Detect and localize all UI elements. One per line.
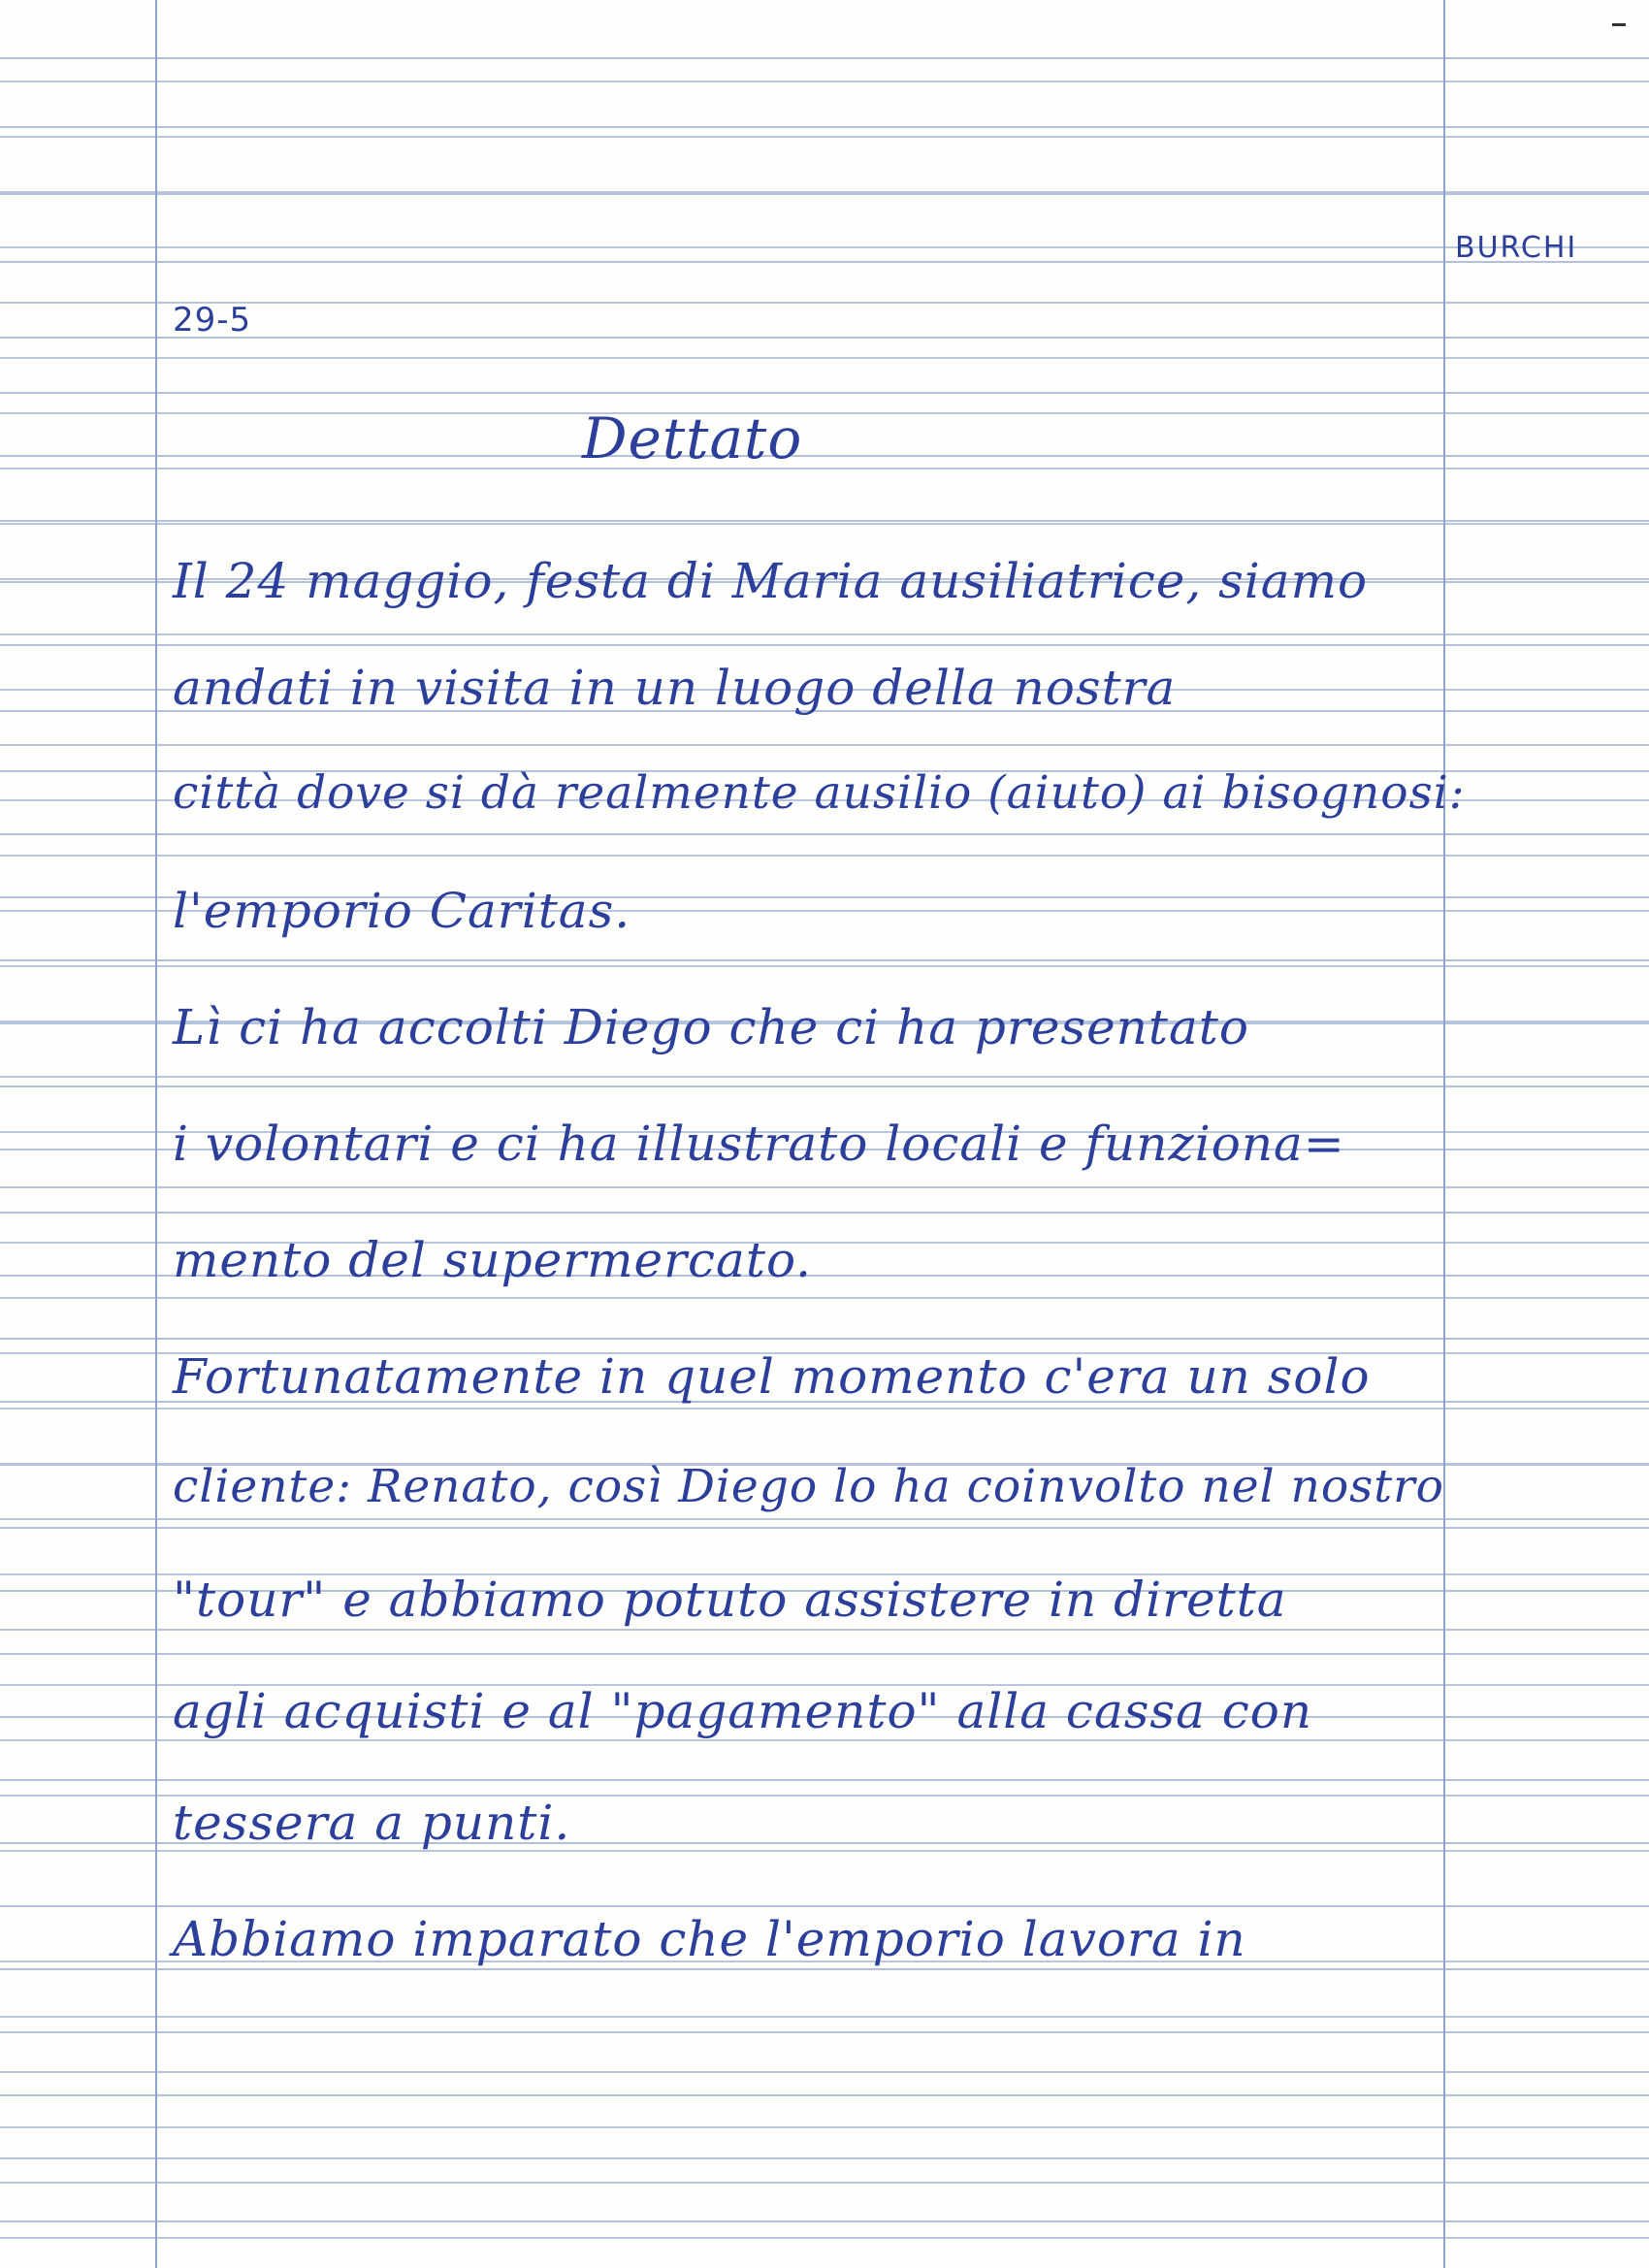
text-line: andati in visita in un luogo della nostra — [173, 660, 1177, 716]
text-line: i volontari e ci ha illustrato locali e funziona= — [173, 1116, 1345, 1172]
date: 29-5 — [173, 301, 252, 340]
text-line: mento del supermercato. — [173, 1232, 813, 1288]
text-line: città dove si dà realmente ausilio (aiuto) ai bisognosi: — [173, 766, 1466, 820]
text-line: cliente: Renato, così Diego lo ha coinvolto nel nostro — [173, 1460, 1444, 1513]
student-name: BURCHI — [1455, 231, 1578, 265]
text-line: "tour" e abbiamo potuto assistere in diretta — [173, 1571, 1287, 1628]
text-line: Il 24 maggio, festa di Maria ausiliatrice, siamo — [173, 553, 1369, 609]
text-line: tessera a punti. — [173, 1795, 571, 1851]
text-line: Abbiamo imparato che l'emporio lavora in — [173, 1911, 1246, 1967]
left-margin-line — [155, 0, 157, 2268]
text-line: l'emporio Caritas. — [173, 883, 631, 939]
corner-mark — [1612, 23, 1626, 26]
right-margin-line — [1443, 0, 1445, 2268]
page-title: Dettato — [582, 405, 803, 471]
text-line: Lì ci ha accolti Diego che ci ha presentato — [173, 999, 1249, 1055]
text-line: agli acquisti e al "pagamento" alla cassa con — [173, 1683, 1313, 1739]
text-line: Fortunatamente in quel momento c'era un solo — [173, 1348, 1371, 1405]
